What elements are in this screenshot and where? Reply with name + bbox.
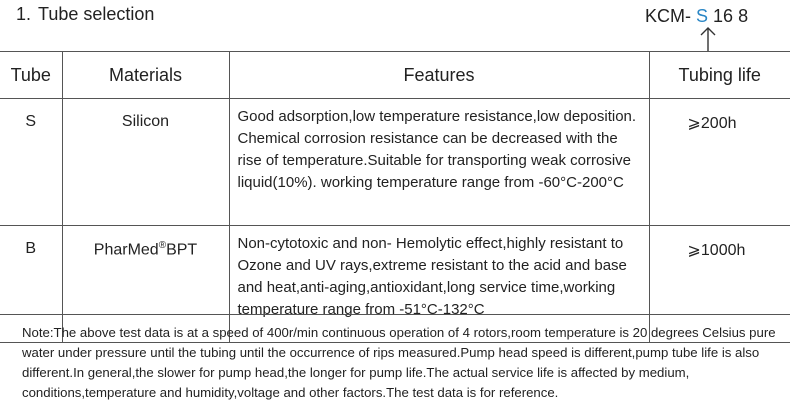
model-code-suffix: 16 8 bbox=[713, 6, 749, 26]
model-code bbox=[645, 6, 748, 27]
column-header-tubing-life: Tubing life bbox=[649, 52, 790, 99]
column-header-features: Features bbox=[229, 52, 649, 99]
table-row bbox=[0, 99, 790, 226]
column-header-tube: Tube bbox=[0, 52, 62, 99]
column-header-materials: Materials bbox=[62, 52, 229, 99]
material-name: PharMed bbox=[93, 241, 159, 259]
tube-code: B bbox=[0, 226, 62, 343]
section-number: 1. bbox=[16, 4, 32, 24]
section-title: Tube selection bbox=[38, 4, 155, 24]
table-header-row bbox=[0, 52, 790, 99]
up-arrow-icon bbox=[699, 26, 717, 52]
tubing-life: ⩾1000h bbox=[649, 226, 790, 343]
tubing-life: ⩾200h bbox=[649, 99, 790, 226]
section-heading bbox=[16, 4, 154, 25]
model-code-prefix: KCM- bbox=[645, 6, 691, 26]
tube-features: Non-cytotoxic and non- Hemolytic effect,highly resistant to Ozone and UV rays,extreme resistant to the acid and base and heat,anti-aging,antioxidant,long service time,working temperature range from -51°C-132°C bbox=[229, 226, 649, 343]
tube-features: Good adsorption,low temperature resistance,low deposition. Chemical corrosion resistance can be decreased with the rise of temperature.Suitable for transporting weak corrosive liquid(10%). working temperature range from -60°C-200°C bbox=[229, 99, 649, 226]
tube-selection-table bbox=[0, 51, 790, 343]
registered-mark: ® bbox=[158, 240, 167, 251]
tube-material: Silicon bbox=[62, 99, 229, 226]
test-note: Note:The above test data is at a speed of 400r/min continuous operation of 4 rotors,room temperature is 20 degrees Celsius pure water under pressure until the tubing until the occurrence of rips measured.Pump head speed is different,pump tube life is also different.In general,the slower for pump head,the longer for pump life.The actual service life is affected by medium, conditions,temperature and humidity,voltage and other factors.The test data is for reference. bbox=[0, 314, 790, 420]
material-name-rest: BPT bbox=[166, 241, 198, 259]
tube-code: S bbox=[0, 99, 62, 226]
model-code-tube-letter: S bbox=[696, 6, 709, 26]
